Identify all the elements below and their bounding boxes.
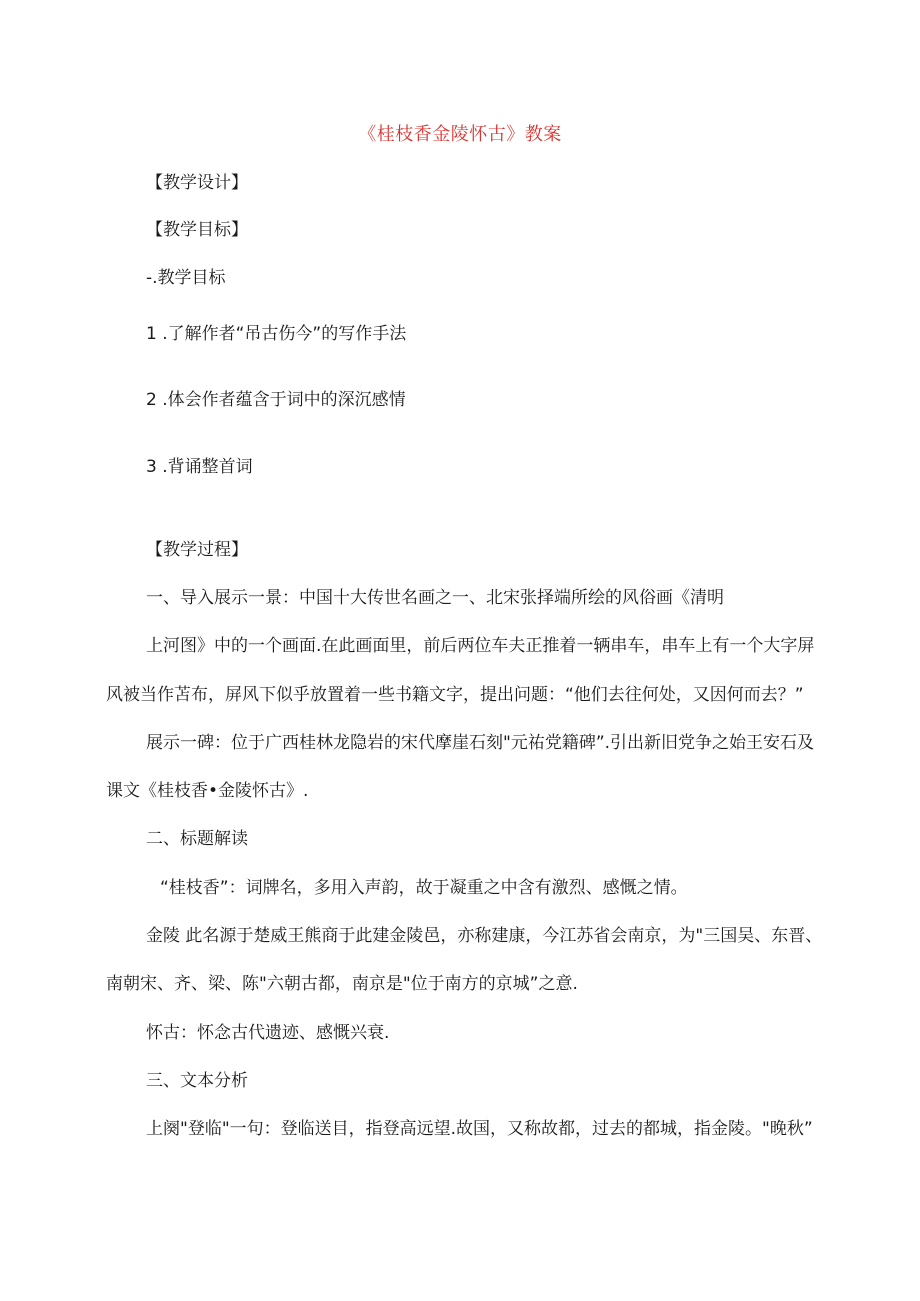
- paragraph-line: 课文《桂枝香•金陵怀古》.: [106, 781, 309, 801]
- section-heading: 三、文本分析: [146, 1071, 248, 1091]
- paragraph-line: “桂枝香”：词牌名，多用入声韵，故于凝重之中含有激烈、感慨之情。: [160, 878, 688, 898]
- goals-subheading: -.教学目标: [146, 268, 226, 288]
- heading-teaching-process: 【教学过程】: [146, 540, 248, 560]
- goal-item: 3 .背诵整首词: [146, 457, 253, 477]
- document-title: 《桂枝香金陵怀古》教案: [358, 124, 562, 145]
- paragraph-line: 展示一碑：位于广西桂林龙隐岩的宋代摩崖石刻"元祐党籍碑”.引出新旧党争之始王安石及: [146, 733, 815, 753]
- paragraph-line: 上河图》中的一个画面.在此画面里，前后两位车夫正推着一辆串车，串车上有一个大字屏: [146, 636, 815, 656]
- paragraph-line: 上阕"登临"一句：登临送目，指登高远望.故国，又称故都，过去的都城，指金陵。"晚秋”: [146, 1119, 813, 1139]
- paragraph-line: 风被当作苫布，屏风下似乎放置着一些书籍文字，提出问题：“他们去往何处，又因何而去？”: [106, 685, 804, 705]
- heading-teaching-design: 【教学设计】: [146, 173, 248, 193]
- paragraph-line: 金陵 此名源于楚威王熊商于此建金陵邑，亦称建康，今江苏省会南京，为"三国吴、东晋、: [146, 926, 823, 946]
- heading-teaching-goals: 【教学目标】: [146, 220, 248, 240]
- paragraph-line: 南朝宋、齐、梁、陈"六朝古都，南京是"位于南方的京城”之意.: [106, 974, 578, 994]
- goal-item: 1 .了解作者“吊古伤今”的写作手法: [146, 324, 407, 344]
- paragraph-line: 怀古：怀念古代遗迹、感慨兴衰.: [146, 1023, 390, 1043]
- goal-item: 2 .体会作者蕴含于词中的深沉感情: [146, 390, 406, 410]
- paragraph-line: 一、导入展示一景：中国十大传世名画之一、北宋张择端所绘的风俗画《清明: [146, 588, 724, 608]
- section-heading: 二、标题解读: [146, 829, 248, 849]
